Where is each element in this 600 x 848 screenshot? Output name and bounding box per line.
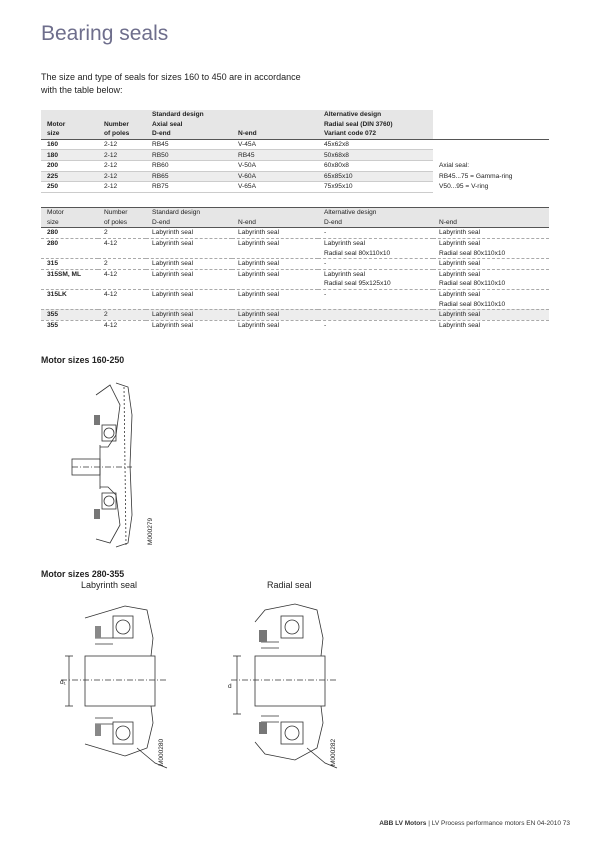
table-cell: Alternative design [318,110,433,120]
table-cell: 355 [41,309,98,320]
seal-drawing-160-250 [60,375,170,550]
table-cell: RB50 [146,150,232,161]
table-cell [318,309,433,320]
table-cell [232,120,318,130]
table-row [41,279,549,289]
table-cell: Labyrinth seal [439,229,481,237]
table-cell: Labyrinth seal [232,289,318,299]
table-cell [433,129,549,139]
table-cell: Standard design [146,110,232,120]
table-cell: 50x68x8 [318,150,433,161]
table-header-row [41,218,549,228]
table-row [41,269,549,279]
table-cell: Axial seal [146,120,232,130]
table-cell: 355 [41,320,98,330]
table-cell [318,299,433,309]
table-row [41,248,549,258]
table-row [41,160,549,171]
dimension-d1-label: d₁ [60,679,66,686]
intro-paragraph: The size and type of seals for sizes 160 to 450 are in accordance with the table below: [41,72,301,95]
table-cell: 280 [41,238,98,248]
table-cell: 2-12 [98,171,146,182]
table-row [41,171,549,182]
page-title: Bearing seals [41,22,169,45]
table-cell: Motor [41,120,98,130]
table-cell: Labyrinth seal [433,269,549,279]
table-cell: Radial seal (DIN 3760) [318,120,433,130]
labyrinth-seal-caption: Labyrinth seal [81,580,138,590]
table-cell [232,299,318,309]
table-cell: Labyrinth seal [433,309,549,320]
table-cell: V-45A [232,139,318,150]
page-number: 73 [562,820,570,827]
seal-table-280-355 [41,207,549,330]
table-cell: Labyrinth seal [152,229,194,237]
table-cell: Labyrinth seal [146,320,232,330]
table-cell: Labyrinth seal [232,258,318,269]
table-cell [433,120,549,130]
table-cell: 4-12 [98,320,146,330]
table-cell: of poles [98,129,146,139]
table-cell: 160 [41,139,98,150]
table-cell: 2 [104,229,108,237]
table-row [41,182,549,193]
table-cell: - [318,258,433,269]
table-cell: 315 [41,258,98,269]
table-cell: 75x95x10 [318,182,433,193]
table-cell: of poles [98,218,146,228]
table-cell [41,248,98,258]
table-cell: Labyrinth seal [232,309,318,320]
table-cell [98,110,146,120]
table-header-row [41,110,549,120]
table-cell: Labyrinth seal [318,269,433,279]
table-row [41,320,549,330]
table-cell: Labyrinth seal [146,238,232,248]
table-cell [98,299,146,309]
table-cell: 2-12 [98,182,146,193]
table-cell: 4-12 [98,238,146,248]
table-cell: 4-12 [98,269,146,279]
table-cell: Labyrinth seal [146,258,232,269]
table-cell: N-end [232,129,318,139]
table-row [41,150,549,161]
table-cell: N-end [433,218,549,228]
table-cell [433,110,549,120]
table-header-row [41,129,549,139]
table-cell: 60x80x8 [318,160,433,171]
table-cell: Labyrinth seal [232,320,318,330]
table-cell [41,279,98,289]
table-cell [433,208,549,218]
table-cell: RB45...75 = Gamma-ring [433,171,549,182]
table-cell: Labyrinth seal [433,238,549,248]
table-cell: 2-12 [98,160,146,171]
table-row [41,238,549,248]
table-cell: - [318,289,433,299]
table-cell: V50...95 = V-ring [433,182,549,193]
table-cell: Radial seal 95x125x10 [324,280,391,288]
table-cell [232,279,318,289]
table-cell: 2-12 [98,139,146,150]
table-cell: Number [98,208,146,218]
table-cell: Labyrinth seal [433,320,549,330]
table-cell: Variant code 072 [318,129,433,139]
section-heading-160-250: Motor sizes 160-250 [41,355,125,365]
table-cell [433,150,549,161]
labyrinth-seal-drawing [55,598,180,773]
table-cell: size [41,129,98,139]
table-row [41,289,549,299]
table-cell: V-50A [232,160,318,171]
table-cell: - [318,320,433,330]
table-cell: Labyrinth seal [433,289,549,299]
table-cell: 200 [41,160,98,171]
table-row [41,139,549,150]
footer-brand: ABB LV Motors [379,820,427,827]
table-cell: 2 [98,309,146,320]
figure-code-1: M000279 [147,517,154,545]
table-row [41,309,549,320]
table-cell: 250 [41,182,98,193]
table-cell [41,110,98,120]
table-cell: RB60 [146,160,232,171]
table-cell [232,208,318,218]
table-cell: RB75 [146,182,232,193]
table-cell: 2 [98,258,146,269]
table-cell: Standard design [146,208,232,218]
table-cell: - [324,229,327,237]
table-cell [146,299,232,309]
figure-code-2: M000280 [158,738,165,766]
seal-table-160-250 [41,110,549,193]
table-cell: Radial seal 80x110x10 [324,249,391,257]
table-cell: Axial seal: [433,160,549,171]
table-cell [98,279,146,289]
table-cell: Motor [41,208,98,218]
table-cell: 280 [47,229,59,237]
table-cell: 315LK [41,289,98,299]
table-cell: Labyrinth seal [232,238,318,248]
table-cell: Labyrinth seal [433,258,549,269]
table-cell [232,248,318,258]
table-row [41,258,549,269]
radial-seal-caption: Radial seal [267,580,312,590]
table-cell: Labyrinth seal [238,229,280,237]
table-cell: RB45 [232,150,318,161]
page-footer [379,820,570,827]
table-header-row [41,208,549,218]
section-heading-280-355: Motor sizes 280-355 [41,569,125,579]
table-cell: Labyrinth seal [146,269,232,279]
table-cell: size [41,218,98,228]
table-cell: Alternative design [318,208,433,218]
table-header-row [41,120,549,130]
table-cell: V-65A [232,182,318,193]
table-cell: D-end [318,218,433,228]
radial-seal-drawing [225,598,350,773]
table-cell: Labyrinth seal [318,238,433,248]
table-cell: V-60A [232,171,318,182]
table-cell: RB45 [146,139,232,150]
table-cell: 315SM, ML [41,269,98,279]
table-cell: RB65 [146,171,232,182]
footer-text: | LV Process performance motors EN 04-2010 [428,820,561,827]
table-cell: 2-12 [98,150,146,161]
table-cell [98,248,146,258]
dimension-d-label: d [228,683,232,690]
table-cell: 45x62x8 [318,139,433,150]
table-cell: Number [98,120,146,130]
table-cell [41,299,98,309]
table-cell: Radial seal 80x110x10 [439,249,506,257]
table-cell: Radial seal 80x110x10 [439,300,506,308]
table-cell: D-end [146,218,232,228]
table-cell: N-end [232,218,318,228]
table-cell: 180 [41,150,98,161]
figure-code-3: M000282 [330,738,337,766]
table-cell: Radial seal 80x110x10 [439,280,506,288]
table-row [41,299,549,309]
table-cell: D-end [146,129,232,139]
table-cell: 225 [41,171,98,182]
table-cell [146,279,232,289]
table-cell [146,248,232,258]
table-cell: 65x85x10 [318,171,433,182]
table-row [41,228,549,239]
table-cell: 4-12 [98,289,146,299]
table-cell [232,110,318,120]
table-cell: Labyrinth seal [146,289,232,299]
table-cell: Labyrinth seal [146,309,232,320]
table-cell [433,139,549,150]
table-cell: Labyrinth seal [232,269,318,279]
